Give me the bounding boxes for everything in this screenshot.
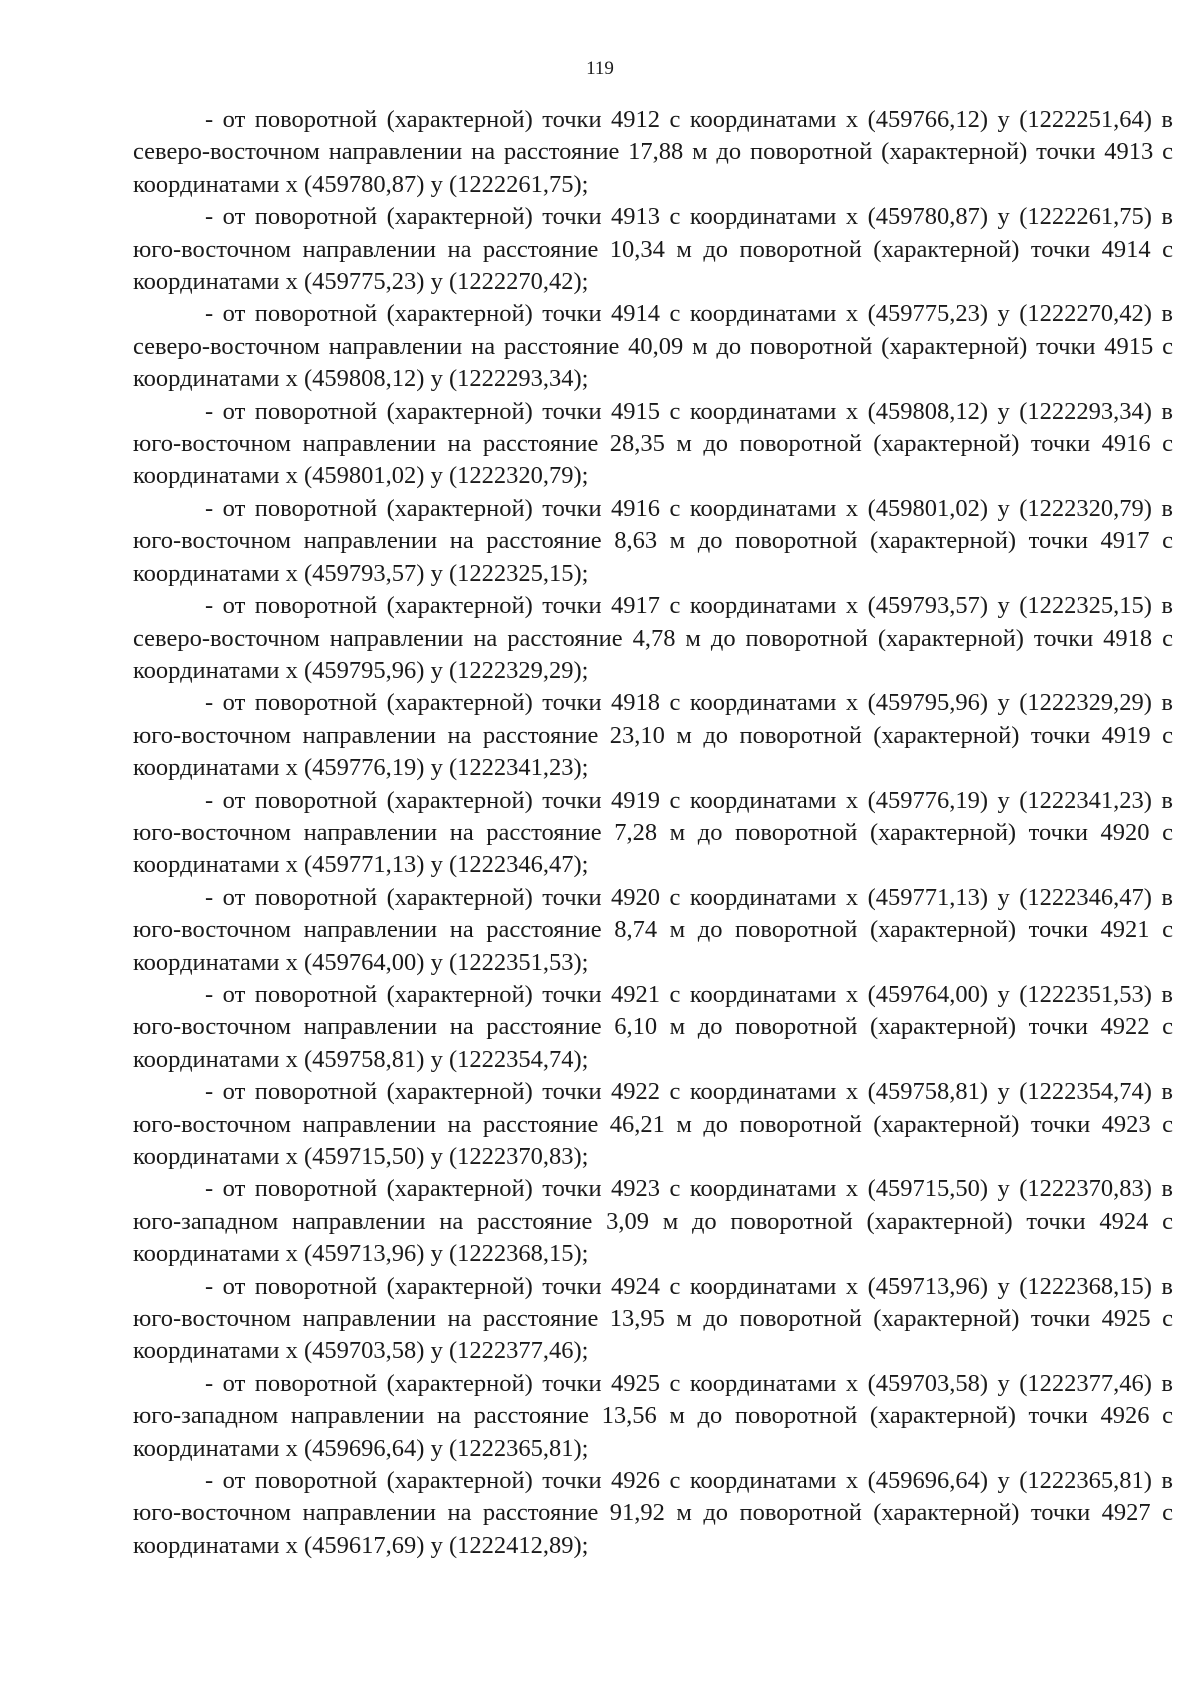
paragraph-point-4926: - от поворотной (характерной) точки 4926 с координатами x (459696,64) y (1222365,81) в юго-восточном направлении на расстояние 91,92 м до поворотной (характерной) точки 4927 с координатами x (459617,69) y (1222412,89);: [133, 1467, 1173, 1559]
paragraph-point-4915: - от поворотной (характерной) точки 4915 с координатами x (459808,12) y (1222293,34) в юго-восточном направлении на расстояние 28,35 м до поворотной (характерной) точки 4916 с координатами x (459801,02) y (1222320,79);: [133, 397, 1173, 490]
paragraph-point-4918: - от поворотной (характерной) точки 4918 с координатами x (459795,96) y (1222329,29) в юго-восточном направлении на расстояние 23,10 м до поворотной (характерной) точки 4919 с координатами x (459776,19) y (1222341,23);: [133, 689, 1173, 782]
paragraph-point-4920: - от поворотной (характерной) точки 4920 с координатами x (459771,13) y (1222346,47) в юго-восточном направлении на расстояние 8,74 м до поворотной (характерной) точки 4921 с координатами x (459764,00) y (1222351,53);: [133, 883, 1173, 976]
page-number: 119: [586, 58, 614, 79]
paragraph-point-4913: - от поворотной (характерной) точки 4913 с координатами x (459780,87) y (1222261,75) в юго-восточном направлении на расстояние 10,34 м до поворотной (характерной) точки 4914 с координатами x (459775,23) y (1222270,42);: [133, 203, 1173, 296]
paragraph-point-4912: - от поворотной (характерной) точки 4912 с координатами x (459766,12) y (1222251,64) в северо-восточном направлении на расстояние 17,88 м до поворотной (характерной) точки 4913 с координатами x (459780,87) y (1222261,75);: [133, 106, 1173, 198]
paragraph-point-4919: - от поворотной (характерной) точки 4919 с координатами x (459776,19) y (1222341,23) в юго-восточном направлении на расстояние 7,28 м до поворотной (характерной) точки 4920 с координатами x (459771,13) y (1222346,47);: [133, 786, 1173, 879]
paragraph-point-4923: - от поворотной (характерной) точки 4923 с координатами x (459715,50) y (1222370,83) в юго-западном направлении на расстояние 3,09 м до поворотной (характерной) точки 4924 с координатами x (459713,96) y (1222368,15);: [133, 1175, 1173, 1268]
paragraph-point-4925: - от поворотной (характерной) точки 4925 с координатами x (459703,58) y (1222377,46) в юго-западном направлении на расстояние 13,56 м до поворотной (характерной) точки 4926 с координатами x (459696,64) y (1222365,81);: [133, 1369, 1173, 1462]
paragraph-point-4924: - от поворотной (характерной) точки 4924 с координатами x (459713,96) y (1222368,15) в юго-восточном направлении на расстояние 13,95 м до поворотной (характерной) точки 4925 с координатами x (459703,58) y (1222377,46);: [133, 1272, 1173, 1365]
paragraph-point-4917: - от поворотной (характерной) точки 4917 с координатами x (459793,57) y (1222325,15) в северо-восточном направлении на расстояние 4,78 м до поворотной (характерной) точки 4918 с координатами x (459795,96) y (1222329,29);: [133, 592, 1173, 684]
paragraph-point-4914: - от поворотной (характерной) точки 4914 с координатами x (459775,23) y (1222270,42) в северо-восточном направлении на расстояние 40,09 м до поворотной (характерной) точки 4915 с координатами x (459808,12) y (1222293,34);: [133, 300, 1173, 393]
paragraph-point-4916: - от поворотной (характерной) точки 4916 с координатами x (459801,02) y (1222320,79) в юго-восточном направлении на расстояние 8,63 м до поворотной (характерной) точки 4917 с координатами x (459793,57) y (1222325,15);: [133, 494, 1173, 587]
document-body: [133, 104, 1173, 1562]
paragraph-point-4921: - от поворотной (характерной) точки 4921 с координатами x (459764,00) y (1222351,53) в юго-восточном направлении на расстояние 6,10 м до поворотной (характерной) точки 4922 с координатами x (459758,81) y (1222354,74);: [133, 980, 1173, 1073]
paragraph-point-4922: - от поворотной (характерной) точки 4922 с координатами x (459758,81) y (1222354,74) в юго-восточном направлении на расстояние 46,21 м до поворотной (характерной) точки 4923 с координатами x (459715,50) y (1222370,83);: [133, 1078, 1173, 1170]
